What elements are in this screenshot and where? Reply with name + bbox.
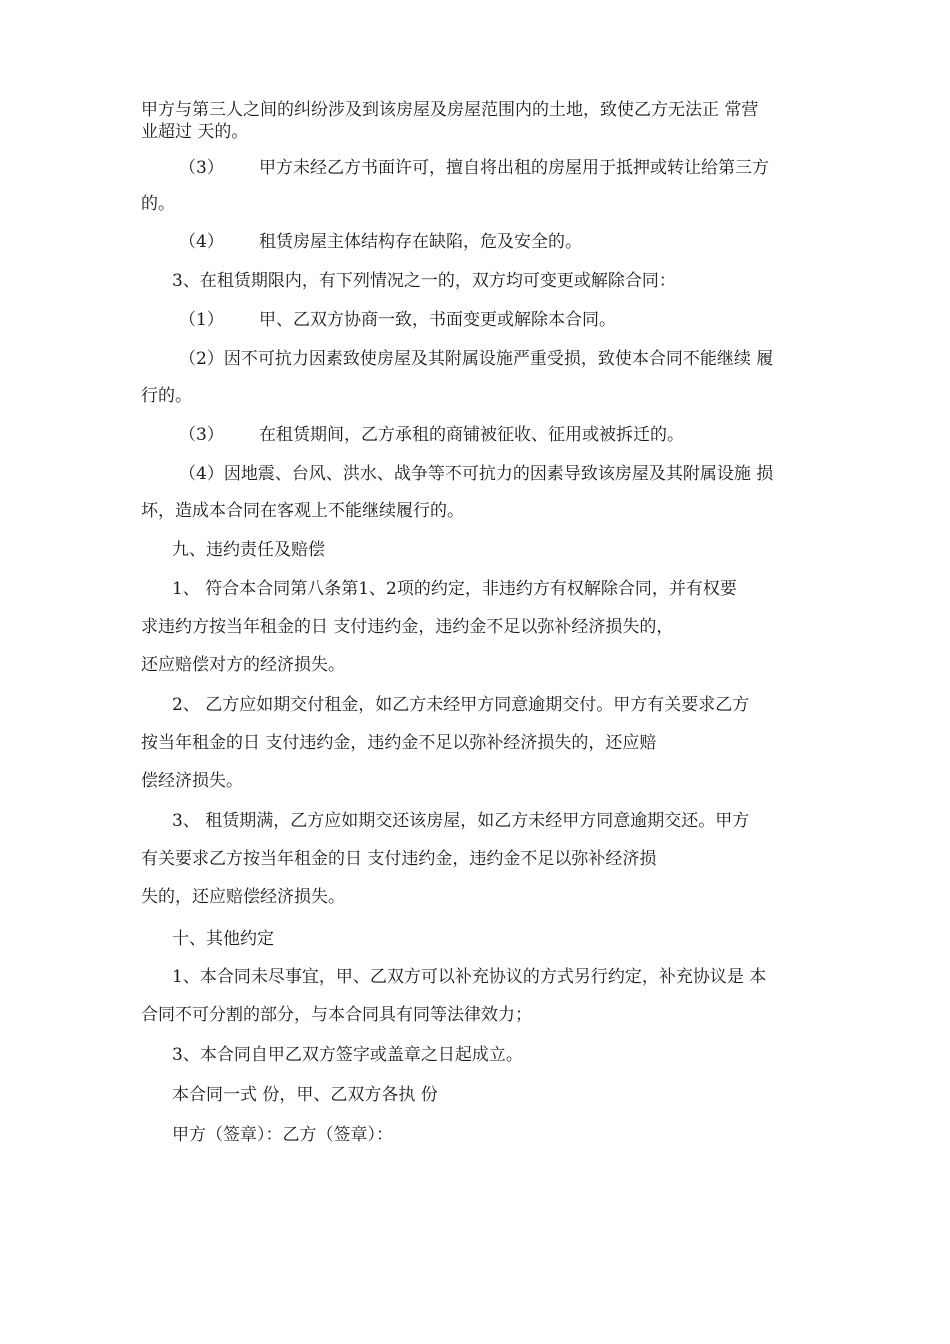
text-line: 租赁房屋主体结构存在缺陷，危及安全的。: [259, 232, 582, 252]
text-line: 业超过 天的。: [141, 122, 249, 142]
text-line: 偿经济损失。: [141, 771, 243, 791]
clause-number: （3）: [179, 158, 224, 178]
section-heading: 十、其他约定: [172, 929, 274, 949]
text-line: 还应赔偿对方的经济损失。: [141, 655, 345, 675]
text-line: 甲方未经乙方书面许可，擅自将出租的房屋用于抵押或转让给第三方: [259, 158, 769, 178]
text-line: 求违约方按当年租金的日 支付违约金，违约金不足以弥补经济损失的，: [141, 617, 674, 637]
text-line: （2）因不可抗力因素致使房屋及其附属设施严重受损，致使本合同不能继续 履: [179, 349, 774, 369]
clause-number: （4）: [179, 232, 224, 252]
text-line: 合同不可分割的部分，与本合同具有同等法律效力；: [141, 1005, 532, 1025]
text-line: （4）因地震、台风、洪水、战争等不可抗力的因素导致该房屋及其附属设施 损: [179, 464, 774, 484]
text-line: 1、本合同未尽事宜，甲、乙双方可以补充协议的方式另行约定，补充协议是 本: [172, 967, 767, 987]
text-line: 3、本合同自甲乙双方签字或盖章之日起成立。: [172, 1045, 523, 1065]
text-line: 在租赁期间，乙方承租的商铺被征收、征用或被拆迁的。: [259, 425, 684, 445]
text-line: 的。: [141, 194, 175, 214]
text-line: 甲方与第三人之间的纠纷涉及到该房屋及房屋范围内的土地，致使乙方无法正 常营: [141, 100, 759, 120]
text-line: 本合同一式 份，甲、乙双方各执 份: [172, 1085, 438, 1105]
text-line: 2、 乙方应如期交付租金，如乙方未经甲方同意逾期交付。甲方有关要求乙方: [172, 695, 750, 715]
text-line: 按当年租金的日 支付违约金，违约金不足以弥补经济损失的，还应赔: [141, 733, 657, 753]
text-line: 甲、乙双方协商一致，书面变更或解除本合同。: [259, 310, 616, 330]
signature-line: 甲方（签章）：乙方（签章）：: [172, 1125, 393, 1145]
text-line: 1、 符合本合同第八条第1、2项的约定，非违约方有权解除合同，并有权要: [172, 579, 737, 599]
text-line: 坏，造成本合同在客观上不能继续履行的。: [141, 501, 464, 521]
clause-number: （1）: [179, 310, 224, 330]
clause-number: （3）: [179, 425, 224, 445]
text-line: 3、在租赁期限内，有下列情况之一的，双方均可变更或解除合同：: [172, 271, 676, 291]
text-line: 3、 租赁期满，乙方应如期交还该房屋，如乙方未经甲方同意逾期交还。甲方: [172, 811, 750, 831]
section-heading: 九、违约责任及赔偿: [172, 540, 325, 560]
text-line: 行的。: [141, 386, 192, 406]
text-line: 失的，还应赔偿经济损失。: [141, 887, 345, 907]
text-line: 有关要求乙方按当年租金的日 支付违约金，违约金不足以弥补经济损: [141, 849, 657, 869]
